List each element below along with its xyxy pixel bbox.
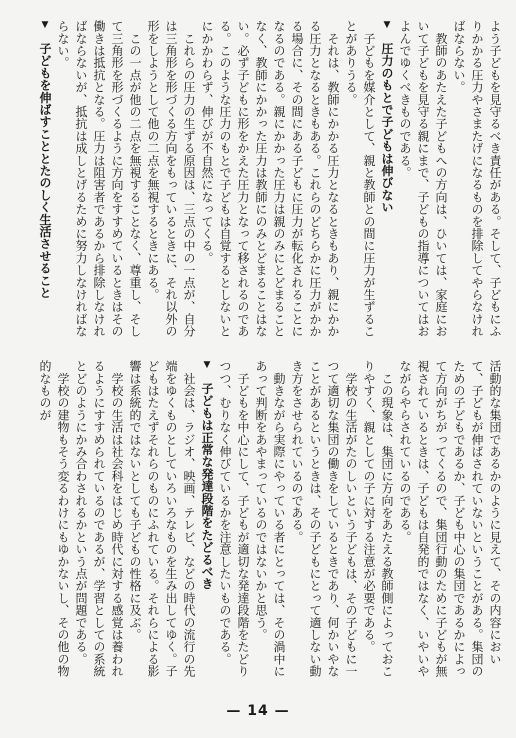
page-number: — 14 — <box>226 703 290 719</box>
paragraph: この現象は、集団に方向をあたえる教師側によっておこりやすく、親としての子に対する注意が必要である。 <box>362 360 394 678</box>
paragraph: 学校の建物もそう変るわけにもゆかないし、その他の物的なものが <box>38 360 70 678</box>
upper-text-column <box>14 20 504 338</box>
triangle-marker-icon: ▼ <box>202 360 212 371</box>
paragraph: それは、教師にかかる圧力となるときもあり、親にかかる圧力となるときもある。これらのどちらかに圧力がかかる場合に、その間にある子どもに圧力が転化されることになるのである。親にかかった圧力は親のみにとどまることなく、教師にかかった圧力は教師にのみとどまることはない。必ず子どもに形をかえた圧力となって移されるのである。このような圧力のもとで子どもは自覚するとしないとにかかわらず、伸びが不自然になってくる。 <box>200 20 340 338</box>
paragraph: 教師のあたえた子どもへの方向は、ひいては、家庭において子どもを見守る親にまで、子どもの指導についてはおよんでゆくべきものである。 <box>398 20 448 338</box>
section-heading: ▼ 子どもは正常な発達段階をたどるべき <box>200 360 214 590</box>
paragraph: 活動的な集団であるかのように見えて、その内容において、子どもが伸ばされていないということがある。集団のための子どもであるか、子ども中心の集団であるかによって方向がちがってくるので、集団行動のために子どもが無視されているときは、子どもは自発的ではなく、いやいやながらやらされているのである。 <box>398 360 502 678</box>
paragraph: この一点が他の二点を無視することなく、尊重し、そして三角形を形づくるように方向をすすめているときはその働きは抵抗となる。圧力は阻害者であるから排除しなければならないが、抵抗は成しとげるために努力しなければならない。 <box>56 20 142 338</box>
paragraph: 子どもを中心にして、子どもが適切な発達段階をたどりつつ、むりなく伸びているかを注意したいものである。 <box>218 360 250 678</box>
section-heading: ▼ 圧力のもとで子どもは伸びない <box>380 20 394 214</box>
paragraph: 社会は、ラジオ、映画、テレビ、などの時代の流行の先端をゆくものとしていろいろなものを生み出してゆく。子どもはたえずそれらのものにふれている。それらによる影響は系統的ではないとしても子どもの性格に及ぶ。 <box>128 360 196 678</box>
paragraph: 学校の生活がたのしいという子どもは、その子どもに一つて適切な集団の働きをしているときであり、何かいやなことがあるというときは、その子どもにとって適しない動き方をさせられているのである。 <box>290 360 358 678</box>
triangle-marker-icon: ▼ <box>382 20 392 31</box>
triangle-marker-icon: ▼ <box>40 20 50 31</box>
paragraph: 子どもを媒介として、親と教師との間に圧力が生ずることがありうる。 <box>344 20 376 338</box>
paragraph: これらの圧力の生ずる原因は、三点の中の一点が、自分は三角形を形づくる方向をもっているときに、それ以外の形をしようとして他の二点を無視するときにある。 <box>146 20 196 338</box>
paragraph: 動きながら実際にやっている者にとっては、その渦中にあって判断をあやまっているのではないかと思う。 <box>254 360 286 678</box>
lower-text-column <box>14 360 504 688</box>
section-heading: ▼ 子どもを伸ばすこととたのしく生活させること <box>38 20 52 299</box>
paragraph: よう子どもを見守るべき責任がある。そして、子どもにふりかかる圧力やさまたげになるものを排除してやらなければならない。 <box>452 20 502 338</box>
paragraph: 学校の生活は社会科をはじめ時代に対する感覚は養われるようにすすめられているのであるが、学習としての系統とどのようにかみ合わされるかという点が問題である。 <box>74 360 124 678</box>
